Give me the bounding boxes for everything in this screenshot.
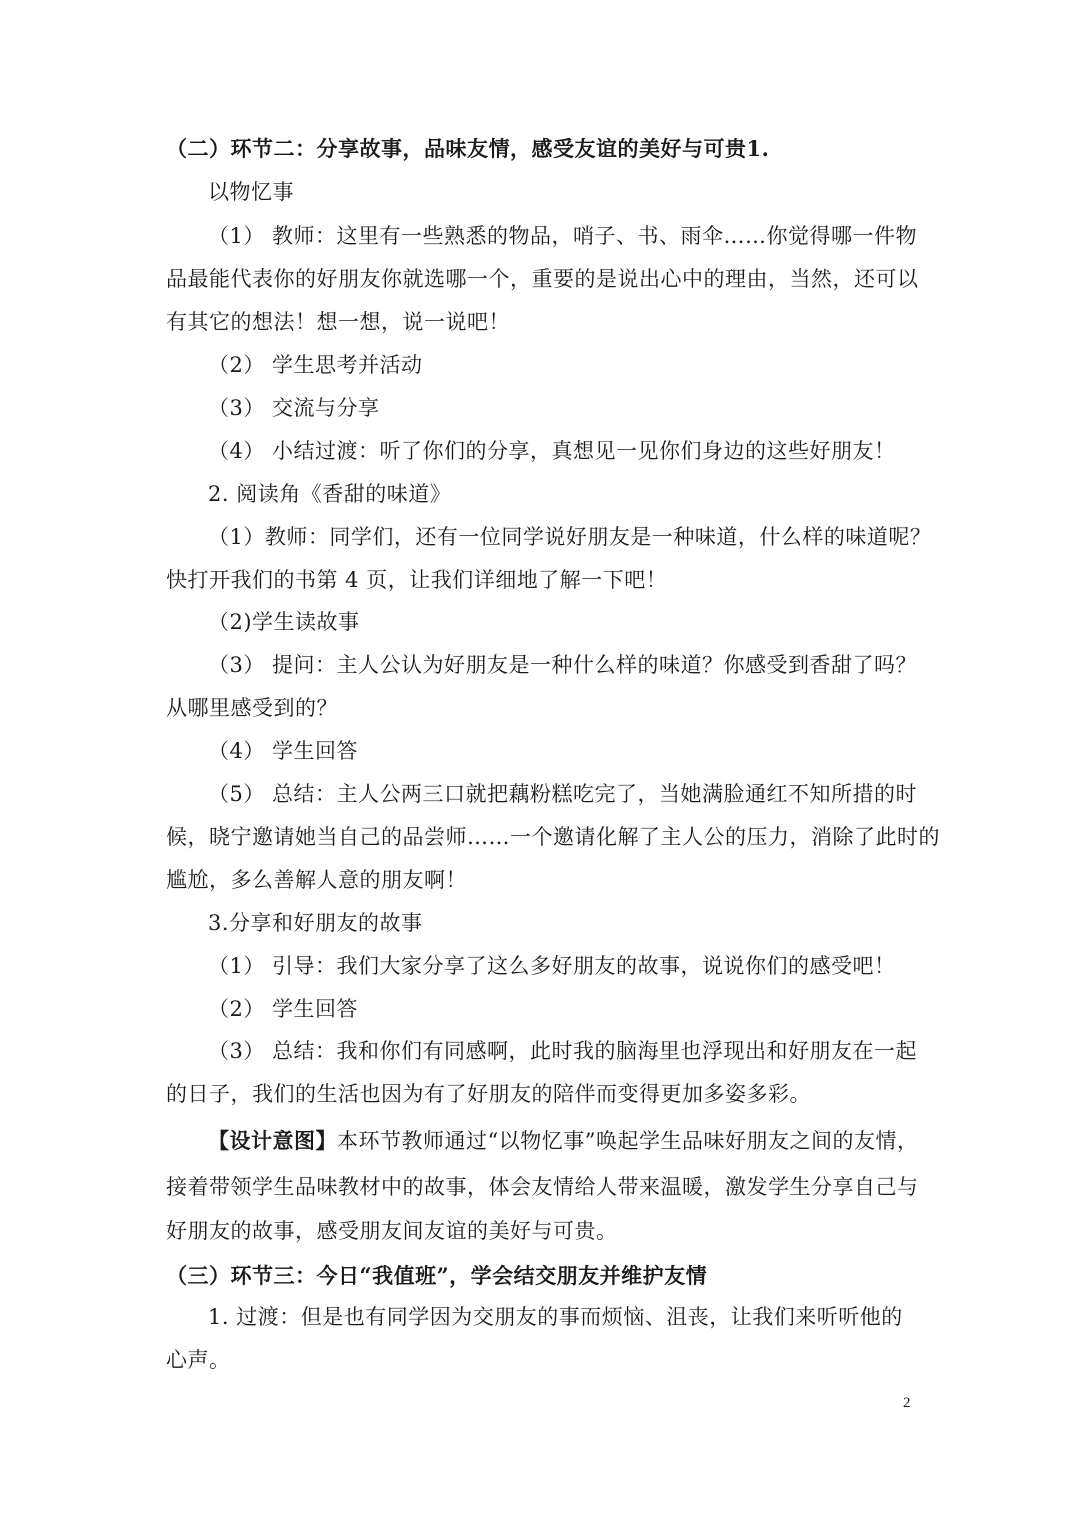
list-item: （2） 学生回答 [208,997,359,1021]
list-item: （2)学生读故事 [208,610,360,634]
paragraph-line: 候，晓宁邀请她当自己的品尝师……一个邀请化解了主人公的压力，消除了此时的 [166,825,940,849]
design-intent-line [208,1126,918,1156]
design-intent-line: 好朋友的故事，感受朋友间友谊的美好与可贵。 [166,1219,618,1243]
page-number: 2 [903,1395,911,1411]
list-item: （1） 引导：我们大家分享了这么多好朋友的故事，说说你们的感受吧！ [208,954,896,978]
paragraph-line: （3） 提问：主人公认为好朋友是一种什么样的味道？你感受到香甜了吗？ [208,653,918,677]
paragraph-line: 心声。 [166,1348,231,1372]
list-item: （3） 交流与分享 [208,396,380,420]
subheading-reading-corner: 2. 阅读角《香甜的味道》 [208,482,452,506]
subheading-share-stories: 3.分享和好朋友的故事 [208,911,423,935]
paragraph-line: 有其它的想法！想一想，说一说吧！ [166,310,510,334]
design-intent-text: 本环节教师通过“以物忆事”唤起学生品味好朋友之间的友情， [337,1129,919,1153]
paragraph-line: 尴尬，多么善解人意的朋友啊！ [166,868,467,892]
paragraph-line: （3） 总结：我和你们有同感啊，此时我的脑海里也浮现出和好朋友在一起 [208,1039,918,1063]
paragraph-line: 快打开我们的书第 4 页，让我们详细地了解一下吧！ [166,568,668,592]
paragraph-line: （5） 总结：主人公两三口就把藕粉糕吃完了，当她满脸通红不知所措的时 [208,782,918,806]
paragraph-line: 的日子，我们的生活也因为有了好朋友的陪伴而变得更加多姿多彩。 [166,1082,811,1106]
paragraph-line: （1）教师：同学们，还有一位同学说好朋友是一种味道，什么样的味道呢？ [208,525,932,549]
section-heading-3: （三）环节三：今日“我值班”，学会结交朋友并维护友情 [166,1263,708,1288]
design-intent-label: 【设计意图】 [208,1128,337,1153]
subheading-recall-by-object: 以物忆事 [208,180,294,204]
design-intent-line: 接着带领学生品味教材中的故事，体会友情给人带来温暖，激发学生分享自己与 [166,1175,919,1199]
paragraph-line: 品最能代表你的好朋友你就选哪一个，重要的是说出心中的理由，当然，还可以 [166,267,919,291]
paragraph-line: 从哪里感受到的？ [166,696,338,720]
list-item: （2） 学生思考并活动 [208,353,423,377]
list-item: （4） 学生回答 [208,739,359,763]
section-heading-2: （二）环节二：分享故事，品味友情，感受友谊的美好与可贵1. [166,136,770,161]
list-item: （4） 小结过渡：听了你们的分享，真想见一见你们身边的这些好朋友！ [208,439,896,463]
paragraph-line: 1. 过渡：但是也有同学因为交朋友的事而烦恼、沮丧，让我们来听听他的 [208,1305,903,1329]
paragraph-line: （1） 教师：这里有一些熟悉的物品，哨子、书、雨伞……你觉得哪一件物 [208,224,918,248]
